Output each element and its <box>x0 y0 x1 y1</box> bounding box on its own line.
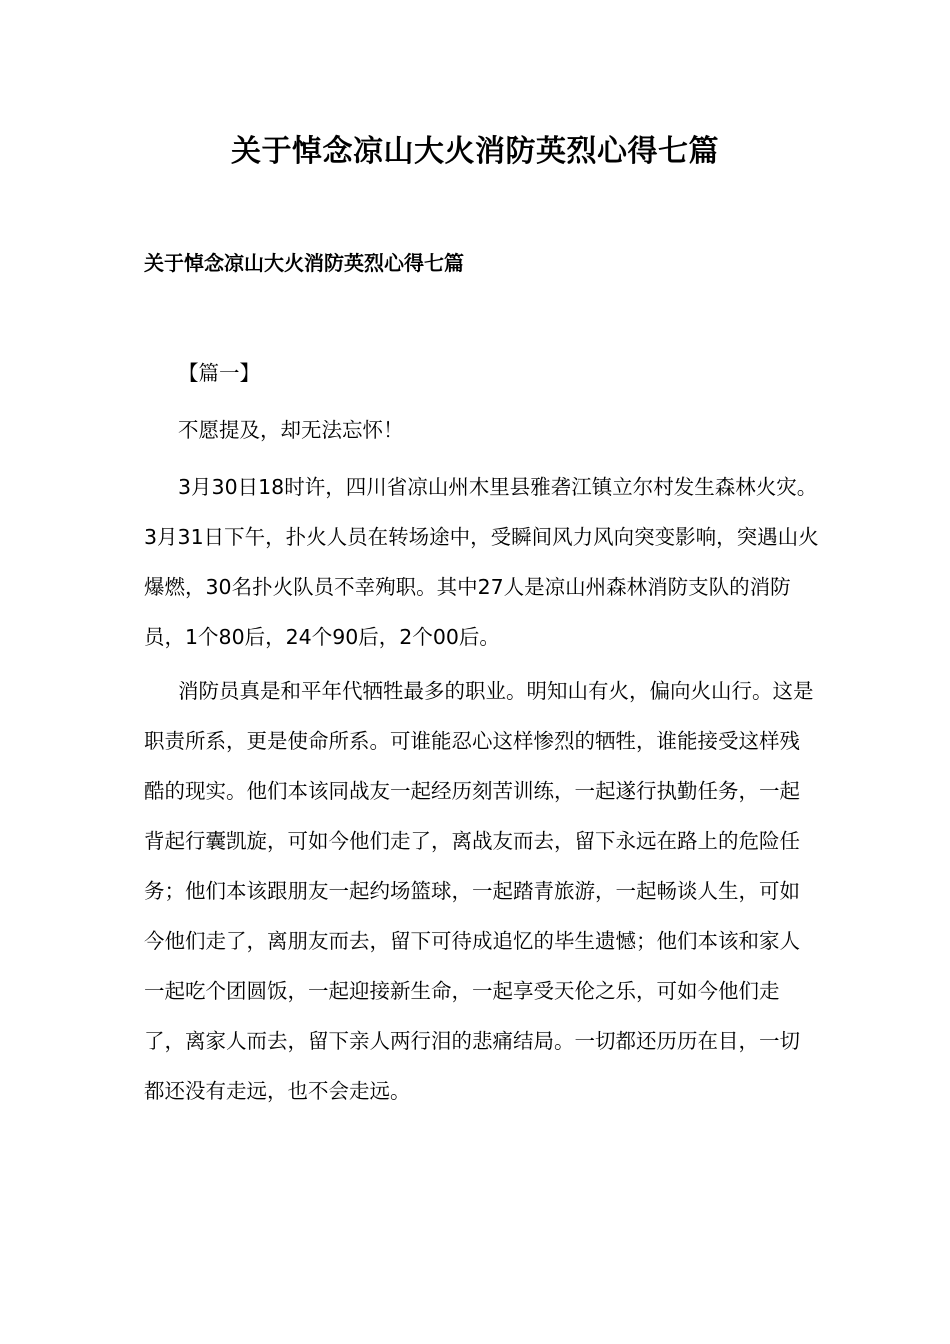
section-heading: 【篇一】 <box>178 361 260 385</box>
paragraph-2: 3月30日18时许，四川省凉山州木里县雅砻江镇立尔村发生森林火灾。3月31日下午，扑火人员在转场途中，受瞬间风力风向突变影响，突遇山火爆燃，30名扑火队员不幸殉职。其中27人是凉山州森林消防支队的消防员，1个80后，24个90后，2个00后。 <box>144 475 819 649</box>
document-subtitle: 关于悼念凉山大火消防英烈心得七篇 <box>144 251 464 275</box>
paragraph-1: 不愿提及，却无法忘怀！ <box>178 418 404 442</box>
paragraph-3: 消防员真是和平年代牺牲最多的职业。明知山有火，偏向火山行。这是职责所系，更是使命所系。可谁能忍心这样惨烈的牺牲，谁能接受这样残酷的现实。他们本该同战友一起经历刻苦训练，一起遂行执勤任务，一起背起行囊凯旋，可如今他们走了，离战友而去，留下永远在路上的危险任务；他们本该跟朋友一起约场篮球，一起踏青旅游，一起畅谈人生，可如今他们走了，离朋友而去，留下可待成追忆的毕生遗憾；他们本该和家人一起吃个团圆饭，一起迎接新生命，一起享受天伦之乐，可如今他们走了，离家人而去，留下亲人两行泪的悲痛结局。一切都还历历在目，一切都还没有走远，也不会走远。 <box>144 679 814 1103</box>
document-title: 关于悼念凉山大火消防英烈心得七篇 <box>231 134 719 169</box>
